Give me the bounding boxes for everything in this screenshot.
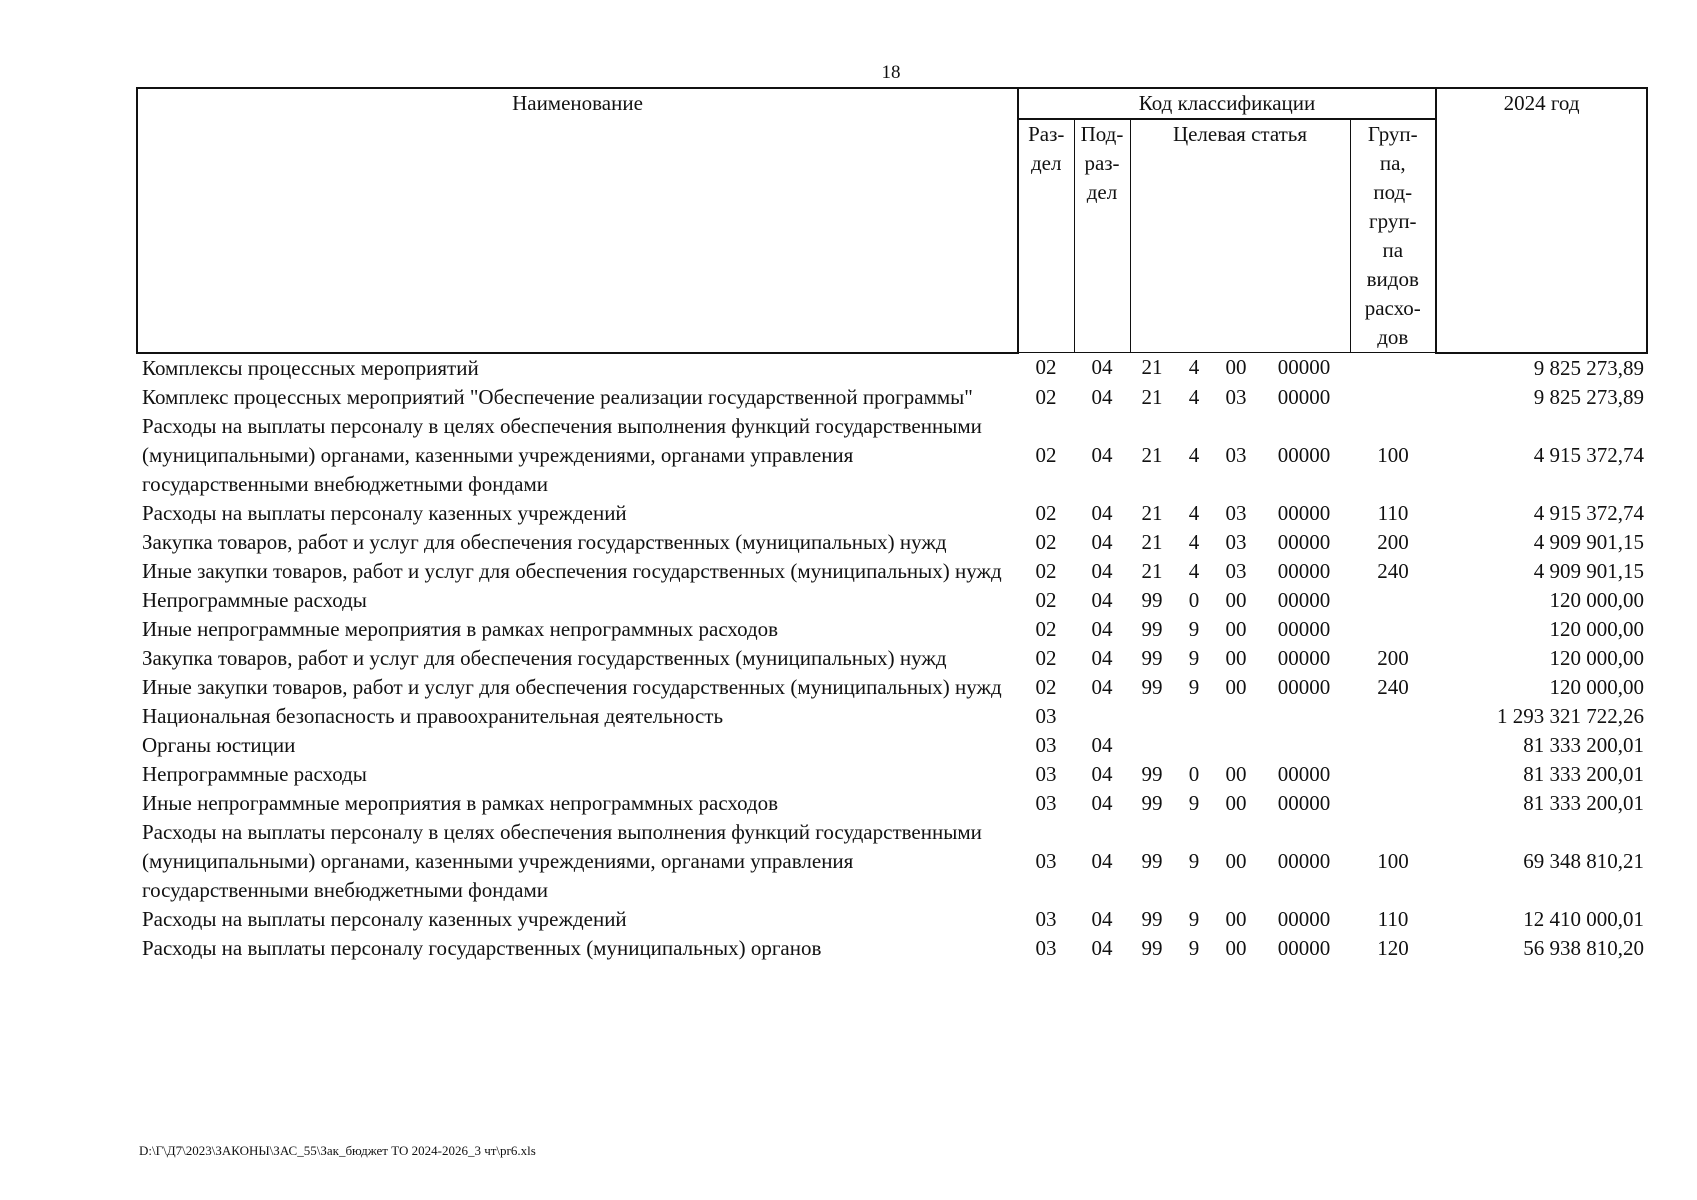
table-row xyxy=(137,383,1647,412)
row-target-type: 4 xyxy=(1188,500,1200,525)
row-target-type: 9 xyxy=(1188,616,1200,641)
row-target-direction: 00000 xyxy=(1277,442,1331,467)
row-target-direction: 00000 xyxy=(1277,355,1331,380)
row-target-complex: 00 xyxy=(1225,645,1247,670)
row-subsection: 04 xyxy=(1091,529,1113,554)
row-name: Национальная безопасность и правоохранительная деятельность xyxy=(142,703,724,728)
row-target-type: 9 xyxy=(1188,674,1200,699)
row-expense-group: 200 xyxy=(1377,529,1409,554)
row-amount: 56 938 810,20 xyxy=(1523,935,1645,960)
row-amount: 4 909 901,15 xyxy=(1533,558,1645,583)
table-body xyxy=(137,353,1647,963)
table-row xyxy=(137,760,1647,789)
table-row xyxy=(137,818,1647,905)
row-target-type: 4 xyxy=(1188,529,1200,554)
row-name: Комплексы процессных мероприятий xyxy=(142,355,479,380)
row-target-direction: 00000 xyxy=(1277,384,1331,409)
row-target-type: 4 xyxy=(1188,355,1200,380)
row-section: 02 xyxy=(1035,355,1057,380)
row-target-program: 21 xyxy=(1141,384,1163,409)
row-target-program: 99 xyxy=(1141,935,1163,960)
row-target-complex: 03 xyxy=(1225,384,1247,409)
row-target-program: 21 xyxy=(1141,355,1163,380)
row-target-direction: 00000 xyxy=(1277,558,1331,583)
row-name: Непрограммные расходы xyxy=(142,761,367,786)
row-target-direction: 00000 xyxy=(1277,645,1331,670)
row-target-complex: 00 xyxy=(1225,616,1247,641)
table-header xyxy=(137,88,1647,353)
row-section: 03 xyxy=(1035,848,1057,873)
row-section: 03 xyxy=(1035,732,1057,757)
row-subsection: 04 xyxy=(1091,906,1113,931)
row-target-program xyxy=(1130,731,1174,760)
row-section: 03 xyxy=(1035,790,1057,815)
row-section: 03 xyxy=(1035,703,1057,728)
row-amount: 1 293 321 722,26 xyxy=(1497,703,1645,728)
row-section: 02 xyxy=(1035,384,1057,409)
row-name: Расходы на выплаты персоналу в целях обеспечения выполнения функций государственными (муниципальными) органами, казенными учреждениями, органами управления государственными внебюджетными фондами xyxy=(142,819,982,902)
table-row xyxy=(137,412,1647,499)
row-target-complex: 00 xyxy=(1225,848,1247,873)
row-section: 02 xyxy=(1035,616,1057,641)
row-target-program: 99 xyxy=(1141,761,1163,786)
row-name: Расходы на выплаты персоналу казенных учреждений xyxy=(142,500,627,525)
row-target-program: 99 xyxy=(1141,848,1163,873)
row-target-type: 9 xyxy=(1188,645,1200,670)
row-target-direction: 00000 xyxy=(1277,529,1331,554)
row-target-complex: 03 xyxy=(1225,529,1247,554)
row-expense-group xyxy=(1350,615,1436,644)
row-subsection: 04 xyxy=(1091,587,1113,612)
table-row xyxy=(137,499,1647,528)
row-section: 03 xyxy=(1035,935,1057,960)
row-target-type: 4 xyxy=(1188,442,1200,467)
row-target-direction: 00000 xyxy=(1277,500,1331,525)
row-subsection: 04 xyxy=(1091,645,1113,670)
row-expense-group: 110 xyxy=(1377,906,1409,931)
row-subsection: 04 xyxy=(1091,384,1113,409)
row-target-direction: 00000 xyxy=(1277,906,1331,931)
row-expense-group: 100 xyxy=(1377,848,1409,873)
row-expense-group xyxy=(1350,702,1436,731)
header-name: Наименование xyxy=(137,88,1018,353)
row-target-direction xyxy=(1258,731,1350,760)
row-section: 02 xyxy=(1035,645,1057,670)
row-target-direction: 00000 xyxy=(1277,848,1331,873)
row-name: Иные непрограммные мероприятия в рамках непрограммных расходов xyxy=(142,790,779,815)
row-target-complex: 03 xyxy=(1225,500,1247,525)
row-section: 03 xyxy=(1035,906,1057,931)
row-amount: 81 333 200,01 xyxy=(1523,790,1645,815)
row-name: Иные непрограммные мероприятия в рамках непрограммных расходов xyxy=(142,616,779,641)
row-expense-group xyxy=(1350,789,1436,818)
table-row xyxy=(137,615,1647,644)
header-expense-group: Груп- па, под- груп- па видов расхо- дов xyxy=(1350,119,1436,353)
row-name: Иные закупки товаров, работ и услуг для обеспечения государственных (муниципальных) нужд xyxy=(142,558,1002,583)
row-amount: 9 825 273,89 xyxy=(1533,355,1645,380)
row-name: Комплекс процессных мероприятий "Обеспечение реализации государственной программы" xyxy=(142,384,973,409)
row-name: Иные закупки товаров, работ и услуг для обеспечения государственных (муниципальных) нужд xyxy=(142,674,1002,699)
row-section: 02 xyxy=(1035,558,1057,583)
row-expense-group: 110 xyxy=(1377,500,1409,525)
table-row xyxy=(137,557,1647,586)
row-amount: 81 333 200,01 xyxy=(1523,761,1645,786)
row-expense-group: 240 xyxy=(1377,558,1409,583)
row-subsection: 04 xyxy=(1091,732,1113,757)
row-subsection: 04 xyxy=(1091,674,1113,699)
row-target-program: 99 xyxy=(1141,790,1163,815)
row-target-direction: 00000 xyxy=(1277,616,1331,641)
row-section: 03 xyxy=(1035,761,1057,786)
row-amount: 4 909 901,15 xyxy=(1533,529,1645,554)
row-subsection xyxy=(1074,702,1130,731)
row-name: Непрограммные расходы xyxy=(142,587,367,612)
row-target-complex: 00 xyxy=(1225,587,1247,612)
row-amount: 4 915 372,74 xyxy=(1533,500,1645,525)
row-expense-group: 240 xyxy=(1377,674,1409,699)
row-target-type: 0 xyxy=(1188,761,1200,786)
row-section: 02 xyxy=(1035,529,1057,554)
row-expense-group xyxy=(1350,383,1436,412)
row-amount: 120 000,00 xyxy=(1549,587,1645,612)
row-subsection: 04 xyxy=(1091,442,1113,467)
row-subsection: 04 xyxy=(1091,935,1113,960)
row-target-type: 9 xyxy=(1188,935,1200,960)
row-target-direction: 00000 xyxy=(1277,935,1331,960)
row-name: Закупка товаров, работ и услуг для обеспечения государственных (муниципальных) нужд xyxy=(142,645,947,670)
table-row xyxy=(137,586,1647,615)
row-expense-group xyxy=(1350,731,1436,760)
row-target-complex xyxy=(1214,702,1258,731)
row-amount: 81 333 200,01 xyxy=(1523,732,1645,757)
row-section: 02 xyxy=(1035,587,1057,612)
row-target-program: 21 xyxy=(1141,500,1163,525)
row-target-program: 99 xyxy=(1141,587,1163,612)
footer-file-path: D:\Г\Д7\2023\ЗАКОНЫ\ЗАС_55\Зак_бюджет ТО 2024-2026_3 чт\pr6.xls xyxy=(139,1143,536,1158)
row-target-direction: 00000 xyxy=(1277,587,1331,612)
header-classification-code: Код классификации xyxy=(1018,88,1436,119)
row-target-type: 4 xyxy=(1188,558,1200,583)
table-row xyxy=(137,353,1647,383)
row-target-complex xyxy=(1214,731,1258,760)
table-row xyxy=(137,934,1647,963)
row-target-type: 9 xyxy=(1188,790,1200,815)
header-subsection: Под- раз- дел xyxy=(1074,119,1130,353)
row-expense-group: 100 xyxy=(1377,442,1409,467)
table-row xyxy=(137,528,1647,557)
row-expense-group xyxy=(1350,586,1436,615)
table-row xyxy=(137,673,1647,702)
row-target-complex: 00 xyxy=(1225,355,1247,380)
row-amount: 120 000,00 xyxy=(1549,645,1645,670)
row-subsection: 04 xyxy=(1091,558,1113,583)
row-amount: 12 410 000,01 xyxy=(1523,906,1645,931)
row-target-program: 21 xyxy=(1141,442,1163,467)
row-amount: 69 348 810,21 xyxy=(1523,848,1645,873)
row-expense-group xyxy=(1350,353,1436,383)
row-subsection: 04 xyxy=(1091,790,1113,815)
row-name: Органы юстиции xyxy=(142,732,296,757)
row-amount: 120 000,00 xyxy=(1549,674,1645,699)
page-number: 18 xyxy=(881,62,901,83)
row-expense-group: 200 xyxy=(1377,645,1409,670)
row-target-type: 9 xyxy=(1188,848,1200,873)
row-amount: 9 825 273,89 xyxy=(1533,384,1645,409)
row-subsection: 04 xyxy=(1091,616,1113,641)
row-target-program: 99 xyxy=(1141,616,1163,641)
row-name: Расходы на выплаты персоналу в целях обеспечения выполнения функций государственными (муниципальными) органами, казенными учреждениями, органами управления государственными внебюджетными фондами xyxy=(142,413,982,496)
row-name: Закупка товаров, работ и услуг для обеспечения государственных (муниципальных) нужд xyxy=(142,529,947,554)
row-subsection: 04 xyxy=(1091,500,1113,525)
row-target-program: 99 xyxy=(1141,906,1163,931)
row-target-type xyxy=(1174,731,1214,760)
table-row xyxy=(137,702,1647,731)
row-subsection: 04 xyxy=(1091,761,1113,786)
row-name: Расходы на выплаты персоналу государственных (муниципальных) органов xyxy=(142,935,822,960)
row-target-type: 9 xyxy=(1188,906,1200,931)
table-row xyxy=(137,644,1647,673)
row-target-direction xyxy=(1258,702,1350,731)
row-amount: 120 000,00 xyxy=(1549,616,1645,641)
row-target-type: 0 xyxy=(1188,587,1200,612)
row-subsection: 04 xyxy=(1091,355,1113,380)
row-target-program: 99 xyxy=(1141,674,1163,699)
row-expense-group: 120 xyxy=(1377,935,1409,960)
row-target-direction: 00000 xyxy=(1277,790,1331,815)
row-section: 02 xyxy=(1035,442,1057,467)
row-target-complex: 00 xyxy=(1225,906,1247,931)
header-section: Раз- дел xyxy=(1018,119,1074,353)
row-target-complex: 00 xyxy=(1225,761,1247,786)
row-target-program xyxy=(1130,702,1174,731)
row-section: 02 xyxy=(1035,674,1057,699)
header-target-article: Целевая статья xyxy=(1130,119,1350,353)
row-target-complex: 03 xyxy=(1225,442,1247,467)
row-target-type: 4 xyxy=(1188,384,1200,409)
row-section: 02 xyxy=(1035,500,1057,525)
row-target-type xyxy=(1174,702,1214,731)
row-target-complex: 03 xyxy=(1225,558,1247,583)
row-target-complex: 00 xyxy=(1225,790,1247,815)
table-row xyxy=(137,789,1647,818)
row-target-complex: 00 xyxy=(1225,935,1247,960)
row-target-complex: 00 xyxy=(1225,674,1247,699)
row-target-program: 21 xyxy=(1141,529,1163,554)
budget-table xyxy=(136,87,1648,963)
row-name: Расходы на выплаты персоналу казенных учреждений xyxy=(142,906,627,931)
table-row xyxy=(137,731,1647,760)
row-target-direction: 00000 xyxy=(1277,761,1331,786)
row-amount: 4 915 372,74 xyxy=(1533,442,1645,467)
row-target-direction: 00000 xyxy=(1277,674,1331,699)
row-expense-group xyxy=(1350,760,1436,789)
header-year: 2024 год xyxy=(1436,88,1647,353)
row-subsection: 04 xyxy=(1091,848,1113,873)
row-target-program: 99 xyxy=(1141,645,1163,670)
row-target-program: 21 xyxy=(1141,558,1163,583)
table-row xyxy=(137,905,1647,934)
